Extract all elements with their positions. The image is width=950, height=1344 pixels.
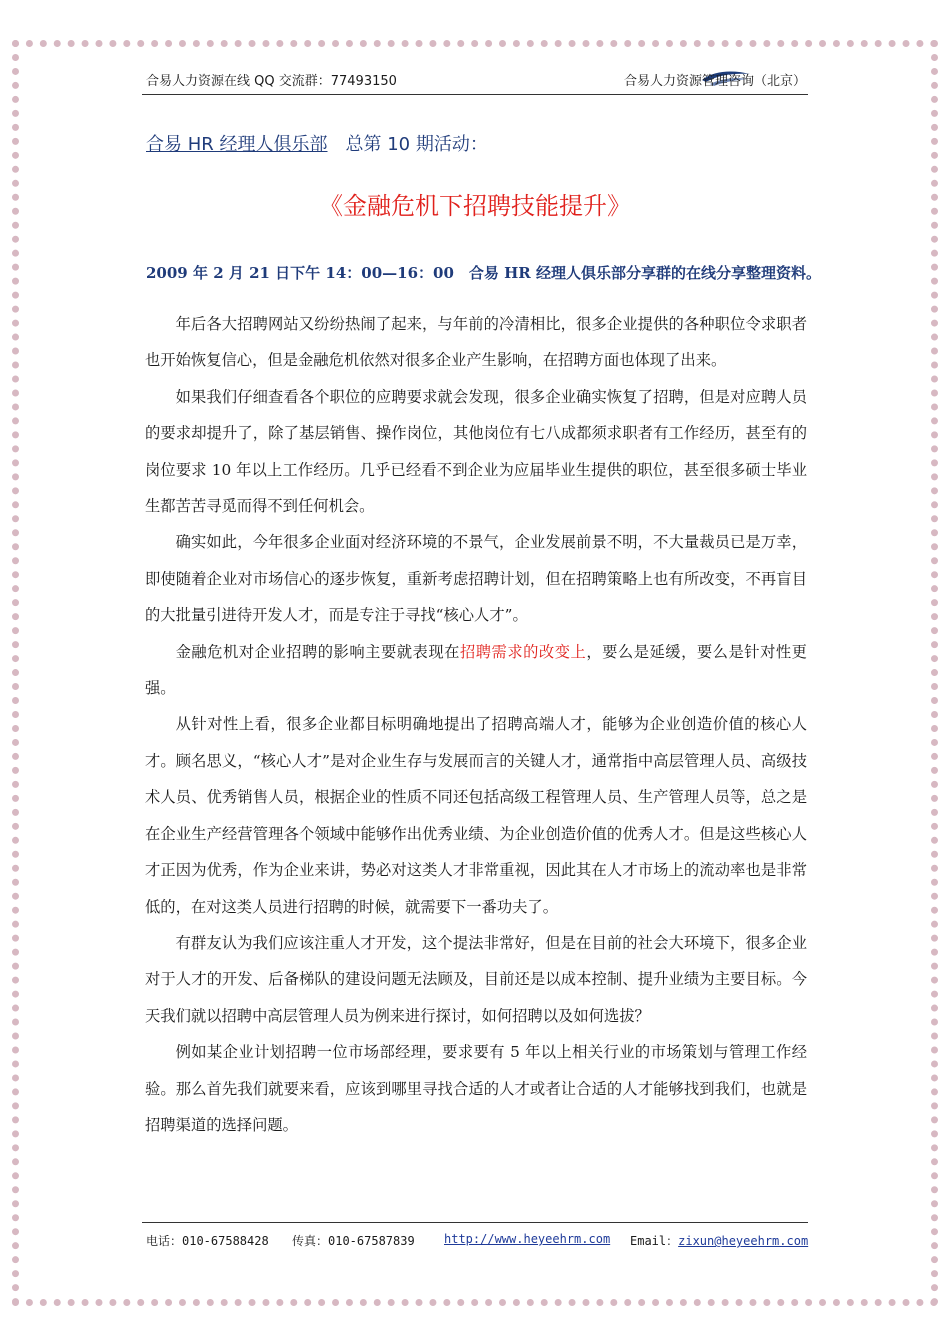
paragraph: 例如某企业计划招聘一位市场部经理，要求要有 5 年以上相关行业的市场策划与管理工作经验。那么首先我们就要来看，应该到哪里寻找合适的人才或者让合适的人才能够找到我们，也就是招聘渠道的选择问题。 [145, 1043, 807, 1134]
session-info: 2009 年 2 月 21 日下午 14：00—16：00 合易 HR 经理人俱乐部分享群的在线分享整理资料。 [146, 264, 821, 282]
paragraph: 确实如此，今年很多企业面对经济环境的不景气，企业发展前景不明，不大量裁员已是万幸，即使随着企业对市场信心的逐步恢复，重新考虑招聘计划，但在招聘策略上也有所改变，不再盲目的大批量引进待开发人才，而是专注于寻找“核心人才”。 [145, 533, 807, 625]
paragraph [145, 634, 807, 707]
article-body [145, 306, 807, 1143]
footer-fax: 传真：010-67587839 [292, 1234, 415, 1248]
header-qq-group: 合易人力资源在线 QQ 交流群：77493150 [146, 74, 397, 89]
header-company: 合易人力资源管理咨询（北京） [623, 74, 806, 89]
email-label: Email： [630, 1234, 679, 1248]
footer-phone: 电话：010-67588428 [146, 1234, 269, 1248]
page-footer [142, 1222, 808, 1253]
paragraph: 有群友认为我们应该注重人才开发，这个提法非常好，但是在目前的社会大环境下，很多企业对于人才的开发、后备梯队的建设问题无法顾及，目前还是以成本控制、提升业绩为主要目标。今天我们就以招聘中高层管理人员为例来进行探讨，如何招聘以及如何选拔？ [145, 933, 807, 1025]
highlighted-phrase: 招聘需求的改变上 [459, 642, 587, 661]
paragraph-text: 金融危机对企业招聘的影响主要就表现在 [175, 642, 460, 661]
activity-number: 总第 10 期活动： [345, 134, 488, 155]
website-link[interactable]: http://www.heyeehrm.com [444, 1232, 611, 1246]
email-link[interactable]: zixun@heyeehrm.com [678, 1234, 809, 1248]
paragraph: 年后各大招聘网站又纷纷热闹了起来，与年前的冷清相比，很多企业提供的各种职位令求职者也开始恢复信心，但是金融危机依然对很多企业产生影响，在招聘方面也体现了出来。 [145, 315, 807, 370]
document-title: 《金融危机下招聘技能提升》 [319, 192, 631, 220]
paragraph: 从针对性上看，很多企业都目标明确地提出了招聘高端人才，能够为企业创造价值的核心人才。顾名思义，“核心人才”是对企业生存与发展而言的关键人才，通常指中高层管理人员、高级技术人员、优秀销售人员，根据企业的性质不同还包括高级工程管理人员、生产管理人员等，总之是在企业生产经营管理各个领域中能够作出优秀业绩、为企业创造价值的优秀人才。但是这些核心人才正因为优秀，作为企业来讲，势必对这类人才非常重视，因此其在人才市场上的流动率也是非常低的，在对这类人员进行招聘的时候，就需要下一番功夫了。 [145, 715, 807, 916]
page-header [142, 64, 808, 95]
paragraph: 如果我们仔细查看各个职位的应聘要求就会发现，很多企业确实恢复了招聘，但是对应聘人员的要求却提升了，除了基层销售、操作岗位，其他岗位有七八成都须求职者有工作经历，甚至有的岗位要求 10 年以上工作经历。几乎已经看不到企业为应届毕业生提供的职位，甚至很多硕士毕业生都苦苦寻觅而得不到任何机会。 [145, 387, 807, 516]
paragraph-text: ，要么是延缓，要么是针对性更强。 [145, 642, 807, 698]
club-line [146, 130, 488, 156]
club-name: 合易 HR 经理人俱乐部 [146, 134, 328, 155]
